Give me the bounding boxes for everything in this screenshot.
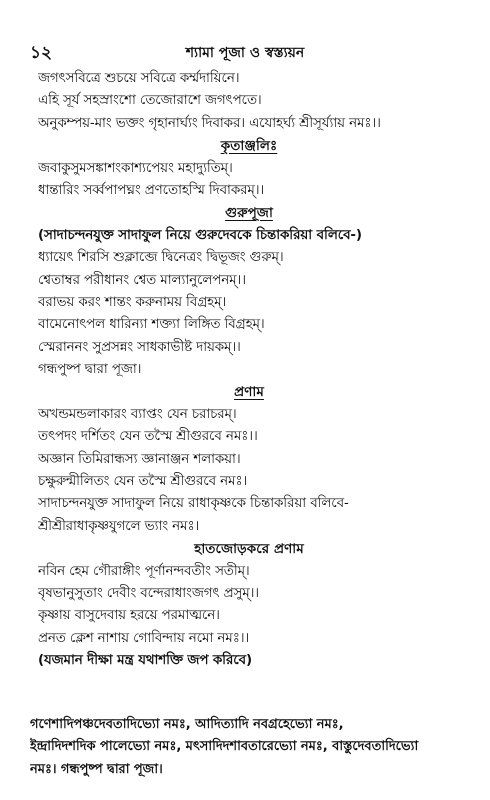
verse-line: বৃষভানুসুতাং দেবীং বন্দেরাধাংজগৎ প্রসুম্।। — [38, 585, 259, 601]
section-heading: হাতজোড়করে প্রণাম — [194, 541, 304, 558]
verse-line: কৃষ্ণায় বাসুদেবায় হরয়ে পরমাত্মনে। — [38, 608, 220, 624]
section-heading — [38, 202, 460, 224]
verse-line: বরাভয় করং শান্তং করুনাময় বিগ্রহম্। — [38, 294, 227, 310]
verse-line: সাদাচন্দনযুক্ত সাদাফুল নিয়ে রাধাকৃষ্ণকে চিন্তাকরিয়া বলিবে- — [38, 496, 349, 512]
verse-line: ধান্তারিং সর্ব্বপাপঘ্নং প্রণতোহস্মি দিবাকরম্।। — [38, 182, 265, 198]
closing-line: নমঃ। গন্ধপুষ্প দ্বারা পূজা। — [30, 761, 163, 777]
verse-line: ধ্যায়েৎ শিরসি শুক্লাব্জে দ্বিনেত্রং দ্বিভূজং গুরুম্। — [38, 250, 284, 266]
verse-line: জবাকুসুমসঙ্কাশংকাশ্যপেয়ং মহাদ্যুতিম্। — [38, 160, 233, 176]
verse-line: জগৎসবিত্রে শুচয়ে সবিত্রে কর্ম্মদায়িনে। — [38, 71, 240, 86]
closing-line: ইন্দ্রাদিদশদিক পালেভ্যো নমঃ, মৎসাদিদশাবতারেভ্যো নমঃ, বাস্তুদেবতাদিভ্যো — [30, 739, 419, 755]
section-heading-text: প্রণাম — [234, 384, 264, 401]
verse-line: অনুকম্পয়-মাং ভক্তং গৃহানার্ঘ্যং দিবাকর। এযোহর্ঘ্য শ্রীসূর্য্যায় নমঃ।। — [38, 115, 381, 131]
closing-paragraph — [30, 714, 470, 781]
instruction-line: (যজমান দীক্ষা মন্ত্র যথাশক্তি জপ করিবে) — [38, 653, 252, 669]
verse-line: অখন্ডমন্ডলাকারং ব্যাপ্তং যেন চরাচরম্। — [38, 406, 237, 422]
verse-line: নবিন হেম গৌরাঙ্গীং পূর্ণানন্দবতীং সতীম্। — [38, 563, 250, 579]
instruction-line: (সাদাচন্দনযুক্ত সাদাফুল নিয়ে গুরুদেবকে চিন্তাকরিয়া বলিবে-) — [38, 227, 362, 243]
verse-line: শ্বেতাম্বর পরীধানং শ্বেত মাল্যানুলেপনম্।। — [38, 272, 246, 288]
closing-line: গণেশাদিপঞ্চদেবতাদিভ্যো নমঃ, আদিত্যাদি নবগ্রহেভ্যো নমঃ, — [30, 717, 344, 732]
verse-line: চক্ষুরুন্মীলিতং যেন তস্মৈ শ্রীগুরবে নমঃ। — [38, 474, 248, 490]
verse-line: শ্রীশ্রীরাধাকৃষ্ণযুগলে ভ্যাং নমঃ। — [38, 518, 200, 534]
section-heading-text: গুরুপূজা — [225, 205, 273, 222]
section-heading-text: কৃতাঞ্জলিঃ — [220, 138, 278, 155]
verse-line: প্রনত ক্লেশ নাশায় গোবিন্দায় নমো নমঃ।। — [38, 630, 250, 646]
section-heading — [38, 381, 460, 403]
verse-line: এহি সূর্য সহস্রাংশো তেজোরাশে জগৎপতে। — [38, 93, 262, 109]
verse-line: তৎপদং দর্শিতং যেন তস্মৈ শ্রীগুরবে নমঃ।। — [38, 429, 258, 445]
verse-line: অজ্ঞান তিমিরান্ধস্য জ্ঞানাঞ্জন শলাকয়া। — [38, 451, 241, 467]
page-number: ১২ — [30, 43, 53, 63]
section-heading — [38, 135, 460, 157]
verse-body — [38, 68, 460, 673]
verse-line: স্মেরাননং সুপ্রসন্নং সাধকাভীষ্ট দায়কম্।। — [38, 339, 241, 355]
page-header — [30, 40, 460, 64]
verse-line: গন্ধপুষ্প দ্বারা পূজা। — [38, 362, 142, 378]
verse-line: বামেনোৎপল ধারিন্যা শক্ত্যা লিঙ্গিত বিগ্রহম্। — [38, 317, 265, 333]
running-title: শ্যামা পূজা ও স্বস্ত্যয়ন — [185, 45, 305, 61]
